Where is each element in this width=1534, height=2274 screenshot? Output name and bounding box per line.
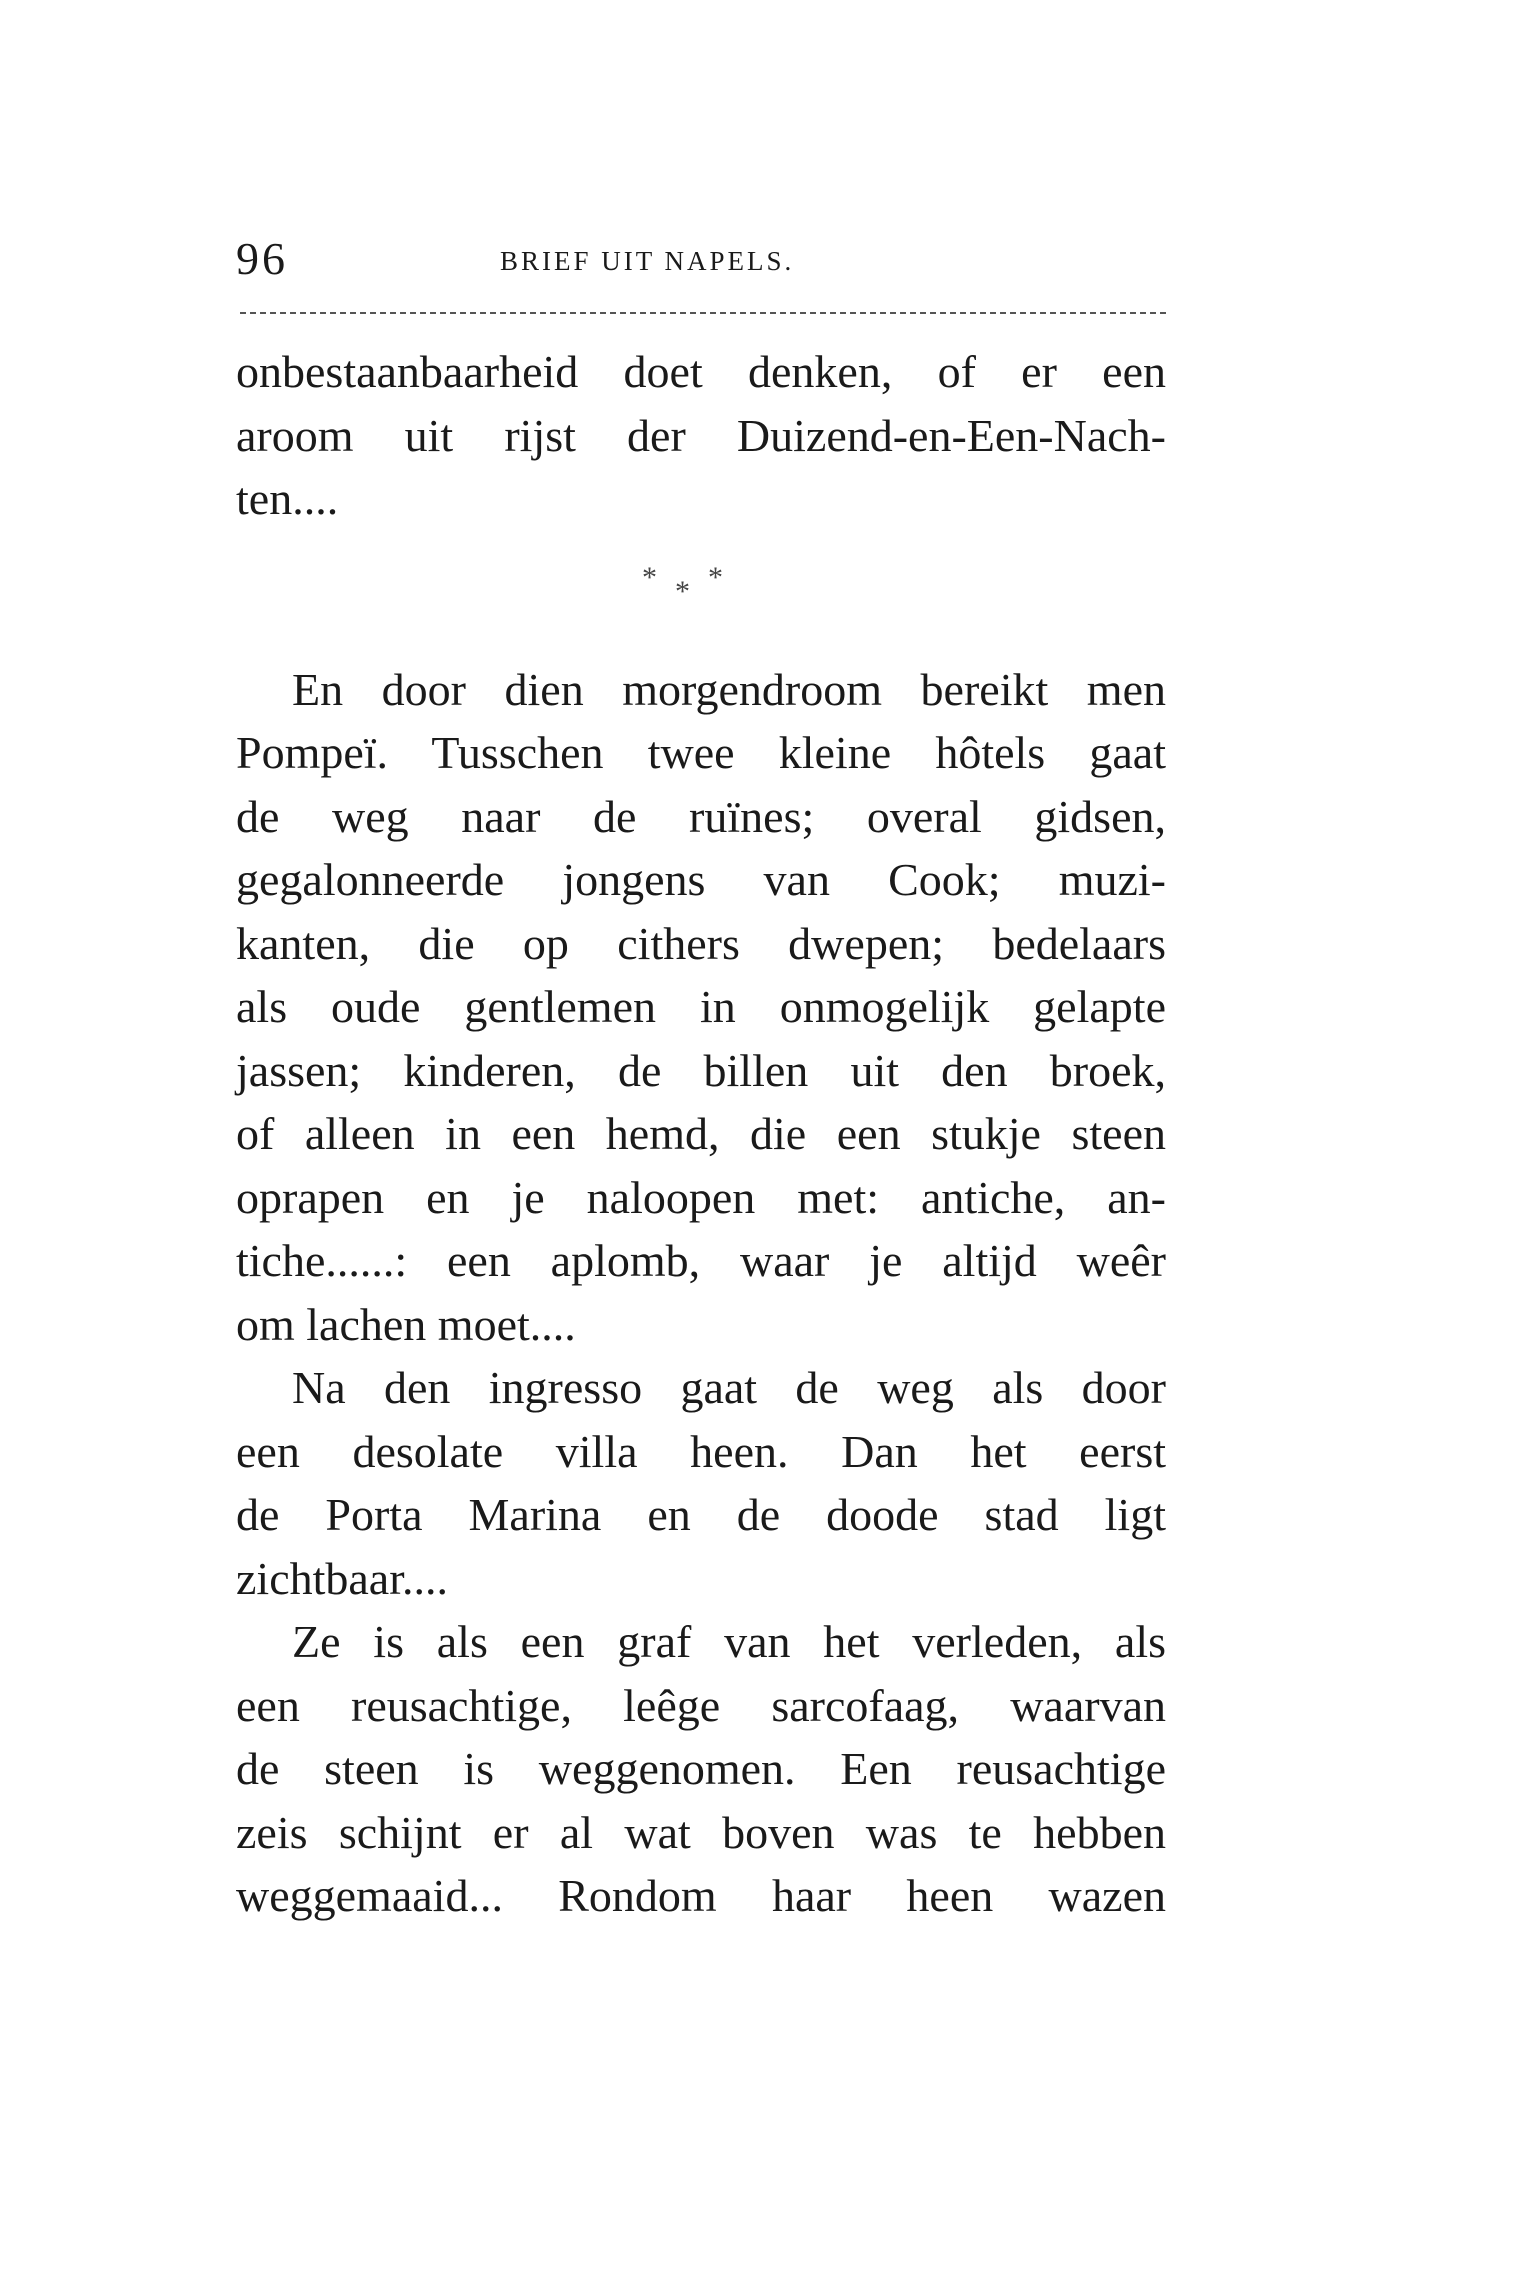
text-line: de Porta Marina en de doode stad ligt [236,1489,1166,1540]
text-line: Pompeï. Tusschen twee kleine hôtels gaat [236,727,1166,778]
text-line: de steen is weggenomen. Een reusachtige [236,1743,1166,1794]
text-line: tiche......: een aplomb, waar je altijd weêr [236,1235,1166,1286]
text-line: als oude gentlemen in onmogelijk gelapte [236,981,1166,1032]
running-title: BRIEF UIT NAPELS. [500,246,795,276]
text-line: aroom uit rijst der Duizend-en-Een-Nach- [236,409,1166,461]
paragraph [236,340,1166,531]
paragraph [236,658,1166,1357]
text-line: om lachen moet.... [236,1298,576,1350]
page-header [236,232,1166,292]
asterisk-middle: * [675,574,708,608]
text-line: weggemaaid... Rondom haar heen wazen [236,1870,1166,1921]
section-break-asterism [236,531,1166,658]
text-line: Na den ingresso gaat de weg als door [292,1362,1166,1413]
header-rule [240,312,1166,314]
text-line: En door dien morgendroom bereikt men [292,663,1166,715]
asterisk-left: * [642,560,675,594]
body-text [236,340,1166,1928]
asterisk-right: * [708,560,741,594]
text-line: een reusachtige, leêge sarcofaag, waarvan [236,1679,1166,1731]
text-line: zichtbaar.... [236,1552,449,1604]
text-line: of alleen in een hemd, die een stukje steen [236,1108,1166,1159]
page-number: 96 [236,233,288,284]
text-line: zeis schijnt er al wat boven was te hebben [236,1806,1166,1858]
asterism-stars [642,560,741,608]
text-line: Ze is als een graf van het verleden, als [292,1616,1166,1667]
text-line: kanten, die op cithers dwepen; bedelaars [236,917,1166,969]
text-line: gegalonneerde jongens van Cook; muzi- [236,854,1166,905]
text-line: jassen; kinderen, de billen uit den broek, [236,1044,1166,1096]
text-line: ten.... [236,473,339,524]
paragraph [236,1610,1166,1928]
text-line: oprapen en je naloopen met: antiche, an- [236,1171,1166,1223]
text-line: de weg naar de ruïnes; overal gidsen, [236,790,1166,842]
text-line: onbestaanbaarheid doet denken, of er een [236,346,1166,397]
text-line: een desolate villa heen. Dan het eerst [236,1425,1166,1477]
paragraph [236,1356,1166,1610]
